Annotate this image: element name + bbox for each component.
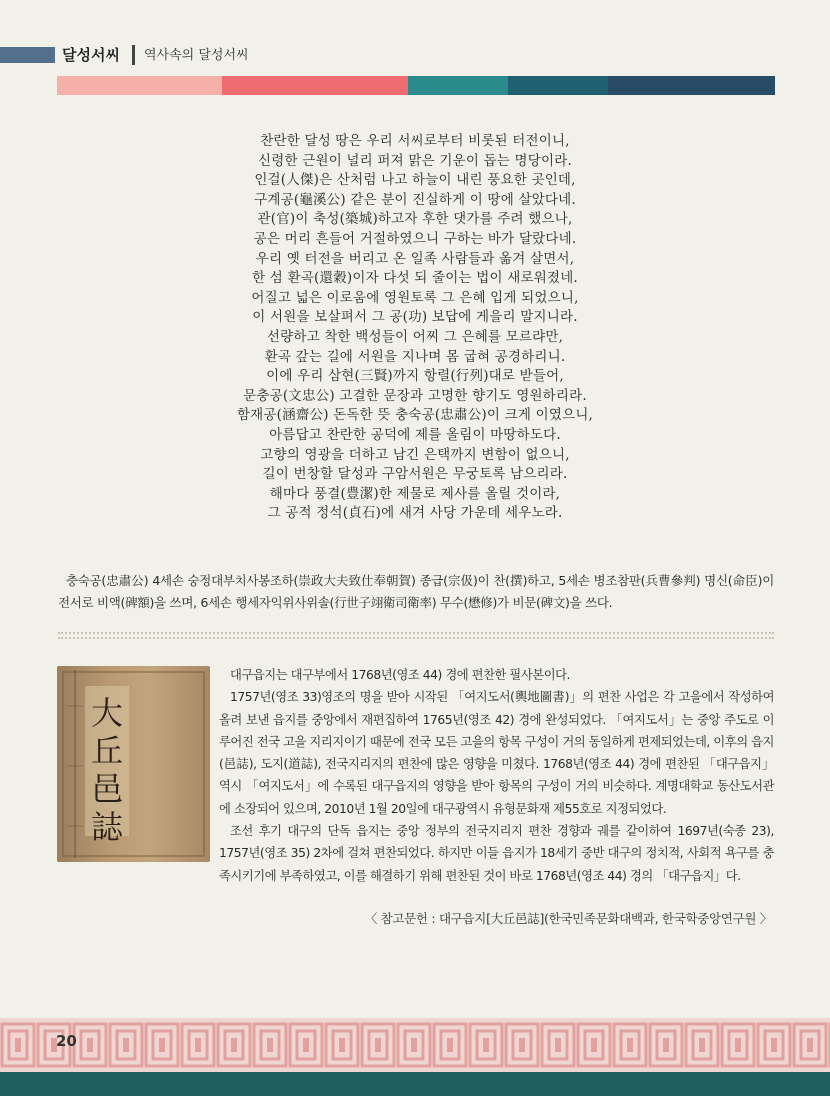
poem-line: 함재공(涵齋公) 돈독한 뜻 충숙공(忠肅公)이 크게 이였으니, [236,407,594,424]
poem-line: 그 공적 정석(貞石)에 새겨 사당 가운데 세우노라. [267,505,563,522]
book-description [219,664,774,887]
meander-pattern [0,1018,830,1072]
poem-line: 해마다 풍결(豊潔)한 제물로 제사를 올릴 것이라, [269,485,561,502]
book-title-char: 誌 [90,808,124,846]
poem-line: 고향의 영광을 더하고 남긴 은택까지 변함이 없으니, [260,446,570,463]
section-divider [58,637,774,639]
book-title-char: 丘 [90,732,124,770]
description-paragraph: 조선 후기 대구의 단독 읍지는 중앙 정부의 전국지리지 편찬 경향과 궤를 같이하여 1697년(숙종 23), 1757년(영조 35) 2차에 걸쳐 편찬되었다. 하지만 이들 읍지가 18세기 중반 대구의 정치적, 사회적 욕구를 충족시키기에 부족하였고, 이를 해결하기 위해 편찬된 것이 바로 1768년(영조 44) 경의 「대구읍지」다. [219,824,774,883]
band-segment [408,76,508,95]
poem-line: 환곡 갚는 길에 서원을 지나며 몸 굽혀 공경하리니. [264,348,566,365]
poem-line: 관(官)이 축성(築城)하고자 후한 댓가를 주려 했으나, [257,211,573,228]
poem-line: 한 섬 환곡(還穀)이자 다섯 되 줄이는 법이 새로워졌네. [252,270,578,287]
poem-line: 공은 머리 흔들어 거절하였으니 구하는 바가 달랐다네. [253,230,577,247]
band-segment [608,76,775,95]
description-paragraph: 대구읍지는 대구부에서 1768년(영조 44) 경에 편찬한 필사본이다. [230,668,571,682]
book-cover-drawing [57,666,210,862]
poem-line: 구계공(龜溪公) 같은 분이 진실하게 이 땅에 살았다네. [254,191,576,208]
poem-line: 어질고 넓은 이로움에 영원토록 그 은혜 입게 되었으니, [251,289,579,306]
band-segment [57,76,222,95]
poem-line: 아름답고 찬란한 공덕에 제를 올림이 마땅하도다. [269,426,561,443]
poem-line: 길이 번창할 달성과 구암서원은 무궁토록 남으리라. [262,466,568,483]
book-cover-image [57,666,210,862]
poem-line: 인걸(人傑)은 산처럼 나고 하늘이 내린 풍요한 곳인데, [254,172,576,189]
header-accent-bar [0,47,55,63]
poem-line: 이 서원을 보살펴서 그 공(功) 보답에 게을리 말지니라. [252,309,578,326]
inscription-poem [130,132,700,524]
section-divider [58,632,774,634]
header-title: 달성서씨 [62,46,120,64]
book-title-char: 邑 [90,770,124,808]
header-separator [132,45,135,65]
band-segment [508,76,608,95]
decorative-pattern-band [0,1018,830,1072]
footer-bar [0,1072,830,1096]
poem-line: 우리 옛 터전을 버리고 온 일족 사람들과 옮겨 살면서, [255,250,575,267]
book-title-char: 大 [90,694,124,732]
author-note: 충숙공(忠肅公) 4세손 숭정대부치사봉조하(崇政大夫致仕奉朝賀) 종급(宗伋)이 찬(撰)하고, 5세손 병조참판(兵曹參判) 명신(命臣)이 전서로 비액(碑額)을 쓰며, 6세손 행세자익위사위솔(行世子翊衛司衛率) 무수(懋修)가 비문(碑文)을 쓰다. [58,573,774,610]
reference-citation: 〈 참고문헌 : 대구읍지[大丘邑誌](한국민족문화대백과, 한국학중앙연구원 〉 [364,911,772,926]
poem-line: 문충공(文忠公) 고결한 문장과 고명한 향기도 영원하리라. [243,387,587,404]
decorative-color-band [57,76,775,95]
page-number: 20 [56,1032,77,1050]
poem-line: 신령한 근원이 널리 퍼져 맑은 기운이 돕는 명당이라. [258,152,572,169]
poem-line: 선량하고 착한 백성들이 어찌 그 은혜를 모르랴만, [266,328,564,345]
band-segment [222,76,408,95]
poem-line: 이에 우리 삼현(三賢)까지 항렬(行列)대로 받들어, [266,368,564,385]
description-paragraph: 1757년(영조 33)영조의 명을 받아 시작된 「여지도서(輿地圖書)」의 편찬 사업은 각 고을에서 작성하여 올려 보낸 읍지를 중앙에서 재편집하여 1765년(영조 42) 경에 완성되었다. 「여지도서」는 중앙 주도로 이루어진 전국 고을 지리지이기 때문에 전국 모든 고을의 항목 구성이 거의 동일하게 편제되었는데, 이후의 읍지(邑誌), 도지(道誌), 전국지리지의 편찬에 많은 영향을 미쳤다. 1768년(영조 44) 경에 편찬된 「대구읍지」 역시 「여지도서」에 수록된 대구읍지의 영향을 받아 항목의 구성이 거의 비슷하다. 계명대학교 동산도서관에 소장되어 있으며, 2010년 1월 20일에 대구광역시 유형문화재 제55호로 지정되었다. [219,690,774,816]
header-subtitle: 역사속의 달성서씨 [144,48,249,63]
poem-line: 찬란한 달성 땅은 우리 서씨로부터 비롯된 터전이니, [260,133,570,149]
